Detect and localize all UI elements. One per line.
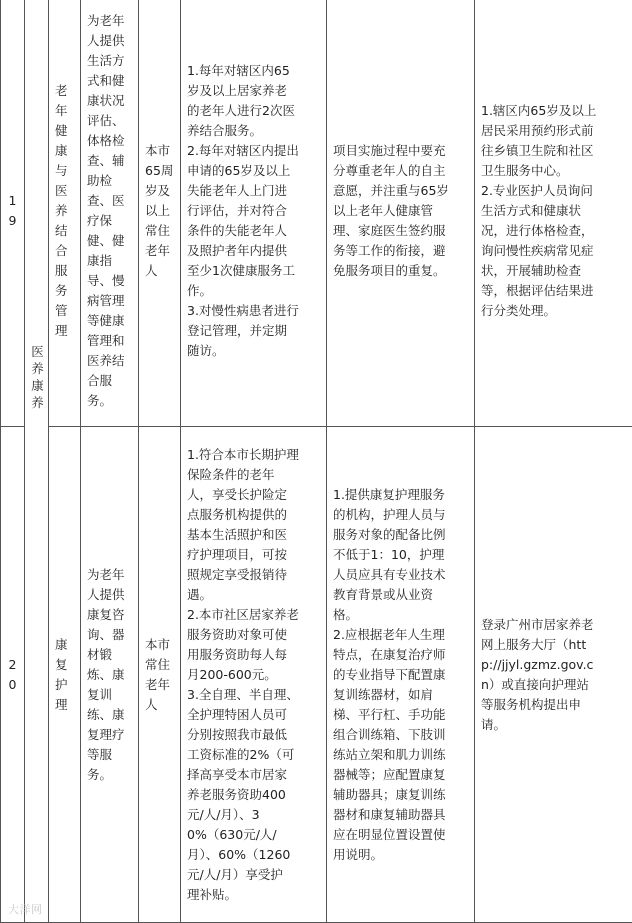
service-condition: 1.每年对辖区内65 岁及以上居家养老 的老年人进行2次医 养结合服务。 2.每年对辖区内提出 申请的65岁及以上 失能老年人上门进 行评估，并对符合 条件的失能老年人 及照护者年内提供 至少1次健康服务工 作。 3.对慢性病患者进行 登记管理，并定期 随访。 bbox=[181, 0, 327, 427]
service-object: 本市 常住 老年 人 bbox=[139, 427, 181, 923]
service-object: 本市 65周 岁及 以上 常住 老年 人 bbox=[139, 0, 181, 427]
watermark: 大洋网 bbox=[8, 901, 43, 917]
service-procedure: 登录广州市居家养老 网上服务大厅（htt p://jjyl.gzmz.gov.c n）或直接向护理站 等服务机构提出申 请。 bbox=[475, 427, 632, 923]
row-number: 1 9 bbox=[1, 0, 25, 427]
service-requirement: 项目实施过程中要充 分尊重老年人的自主 意愿，并注重与65岁 以上老年人健康管 理、家庭医生签约服 务等工作的衔接，避 免服务项目的重复。 bbox=[327, 0, 475, 427]
service-procedure: 1.辖区内65岁及以上 居民采用预约形式前 往乡镇卫生院和社区 卫生服务中心。 2.专业医护人员询问 生活方式和健康状 况，进行体格检查， 询问慢性疾病常见症 状，开展辅助检查 等，根据评估结果进 行分类处理。 bbox=[475, 0, 632, 427]
service-name: 康 复 护 理 bbox=[49, 427, 81, 923]
service-name: 老 年 健 康 与 医 养 结 合 服 务 管 理 bbox=[49, 0, 81, 427]
service-content: 为老年 人提供 康复咨 询、器 材锻 炼、康 复训 练、康 复理疗 等服 务。 bbox=[81, 427, 139, 923]
service-condition: 1.符合本市长期护理 保险条件的老年 人，享受长护险定 点服务机构提供的 基本生活照护和医 疗护理项目，可按 照规定享受报销待 遇。 2.本市社区居家养老 服务资助对象可使 用服务资助每人每 月200-600元。 3.全自理、半自理、 全护理特困人员可 分别按照我市最低 工资标准的2%（可 择高享受本市居家 养老服务资助400 元/人/月）、3 0%（630元/人/ 月）、60%（1260 元/人/月）享受护 理补贴。 bbox=[181, 427, 327, 923]
service-content: 为老年 人提供 生活方 式和健 康状况 评估、 体格检 查、辅 助检 查、医 疗保 健、健 康指 导、慢 病管理 等健康 管理和 医养结 合服 务。 bbox=[81, 0, 139, 427]
table-row bbox=[1, 0, 632, 427]
row-number: 2 0 bbox=[1, 427, 25, 923]
table-row bbox=[1, 427, 632, 923]
category-cell bbox=[25, 0, 49, 923]
service-requirement: 1.提供康复护理服务 的机构，护理人员与 服务对象的配备比例 不低于1：10，护理 人员应具有专业技术 教育背景或从业资 格。 2.应根据老年人生理 特点，在康复治疗师 的专业指导下配置康 复训练器材，如肩 梯、平行杠、手功能 组合训练箱、下肢训 练站立架和肌力训练 器械等；应配置康复 辅助器具；康复训练 器材和康复辅助器具 应在明显位置设置使 用说明。 bbox=[327, 427, 475, 923]
category-label: 医 养 康 养 bbox=[31, 343, 44, 411]
